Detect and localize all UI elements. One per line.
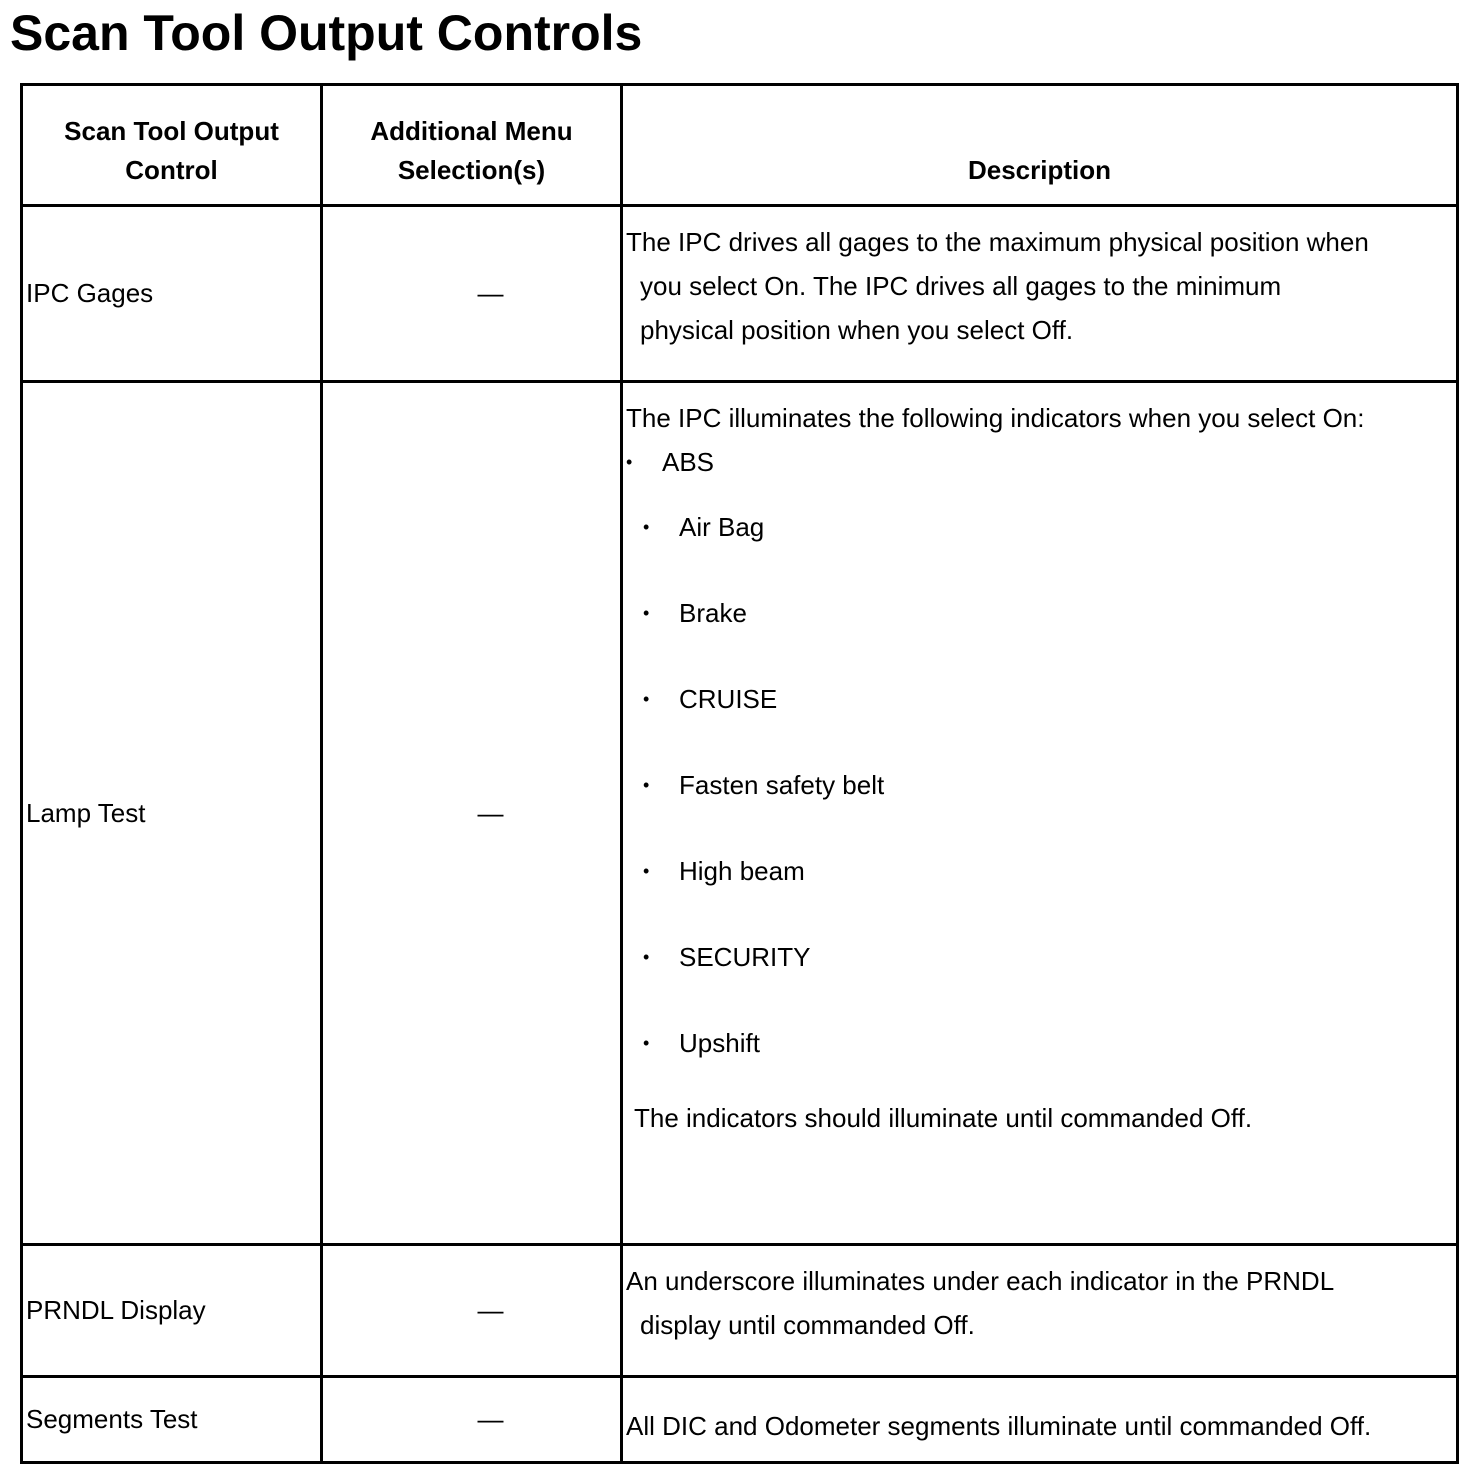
bullet-icon: • <box>643 516 650 537</box>
description-line: All DIC and Odometer segments illuminate until commanded Off. <box>626 1411 1372 1441</box>
menu-selection: — <box>322 206 622 382</box>
header-scan-tool-output-control <box>22 85 322 206</box>
header-control-line1: Scan Tool Output <box>64 116 279 146</box>
indicator-item <box>626 484 1456 570</box>
header-description-label: Description <box>967 155 1112 185</box>
lamp-test-outro: The indicators should illuminate until commanded Off. <box>634 1103 1253 1133</box>
table-row-prndl-display <box>22 1245 1458 1377</box>
header-additional-menu-selections <box>322 85 622 206</box>
indicator-label: SECURITY <box>679 941 811 972</box>
lamp-test-intro: The IPC illuminates the following indicators when you select On: <box>626 403 1365 433</box>
page-title: Scan Tool Output Controls <box>10 5 643 61</box>
bullet-icon: • <box>643 860 650 881</box>
bullet-icon: • <box>626 451 633 472</box>
description-line: physical position when you select Off. <box>640 315 1074 345</box>
indicator-item <box>626 656 1456 742</box>
description-line: you select On. The IPC drives all gages to the minimum <box>640 271 1282 301</box>
indicator-label: ABS <box>662 446 715 477</box>
bullet-icon: • <box>643 774 650 795</box>
description <box>622 382 1458 1245</box>
indicator-label: Fasten safety belt <box>679 769 885 800</box>
description <box>622 1245 1458 1377</box>
indicator-label: Brake <box>679 597 747 628</box>
indicator-list <box>626 484 1456 1086</box>
description <box>622 206 1458 382</box>
control-name: IPC Gages <box>22 206 322 382</box>
description-line: display until commanded Off. <box>640 1310 975 1340</box>
control-name: Segments Test <box>22 1377 322 1463</box>
bullet-icon: • <box>643 688 650 709</box>
indicator-label: High beam <box>679 855 805 886</box>
table-row-lamp-test <box>22 382 1458 1245</box>
description-line: An underscore illuminates under each indicator in the PRNDL <box>626 1266 1335 1296</box>
output-controls-table <box>20 83 1459 1464</box>
table-row-ipc-gages <box>22 206 1458 382</box>
description-line: The IPC drives all gages to the maximum physical position when <box>626 227 1369 257</box>
indicator-item <box>626 440 1456 484</box>
indicator-item <box>626 828 1456 914</box>
menu-selection: — <box>322 382 622 1245</box>
table-header-row <box>22 85 1458 206</box>
indicator-item <box>626 1000 1456 1086</box>
bullet-icon: • <box>643 602 650 623</box>
header-description <box>622 85 1458 206</box>
description <box>622 1377 1458 1463</box>
menu-selection: — <box>322 1377 622 1463</box>
header-menu-line1: Additional Menu <box>370 116 573 146</box>
indicator-item <box>626 570 1456 656</box>
control-name: PRNDL Display <box>22 1245 322 1377</box>
header-control-line2: Control <box>125 155 218 185</box>
bullet-icon: • <box>643 946 650 967</box>
indicator-label: Air Bag <box>679 511 765 542</box>
header-menu-line2: Selection(s) <box>397 155 546 185</box>
table-row-segments-test <box>22 1377 1458 1463</box>
indicator-item <box>626 742 1456 828</box>
indicator-label: CRUISE <box>679 683 778 714</box>
bullet-icon: • <box>643 1032 650 1053</box>
indicator-label: Upshift <box>679 1027 760 1058</box>
control-name: Lamp Test <box>22 382 322 1245</box>
indicator-item <box>626 914 1456 1000</box>
menu-selection: — <box>322 1245 622 1377</box>
